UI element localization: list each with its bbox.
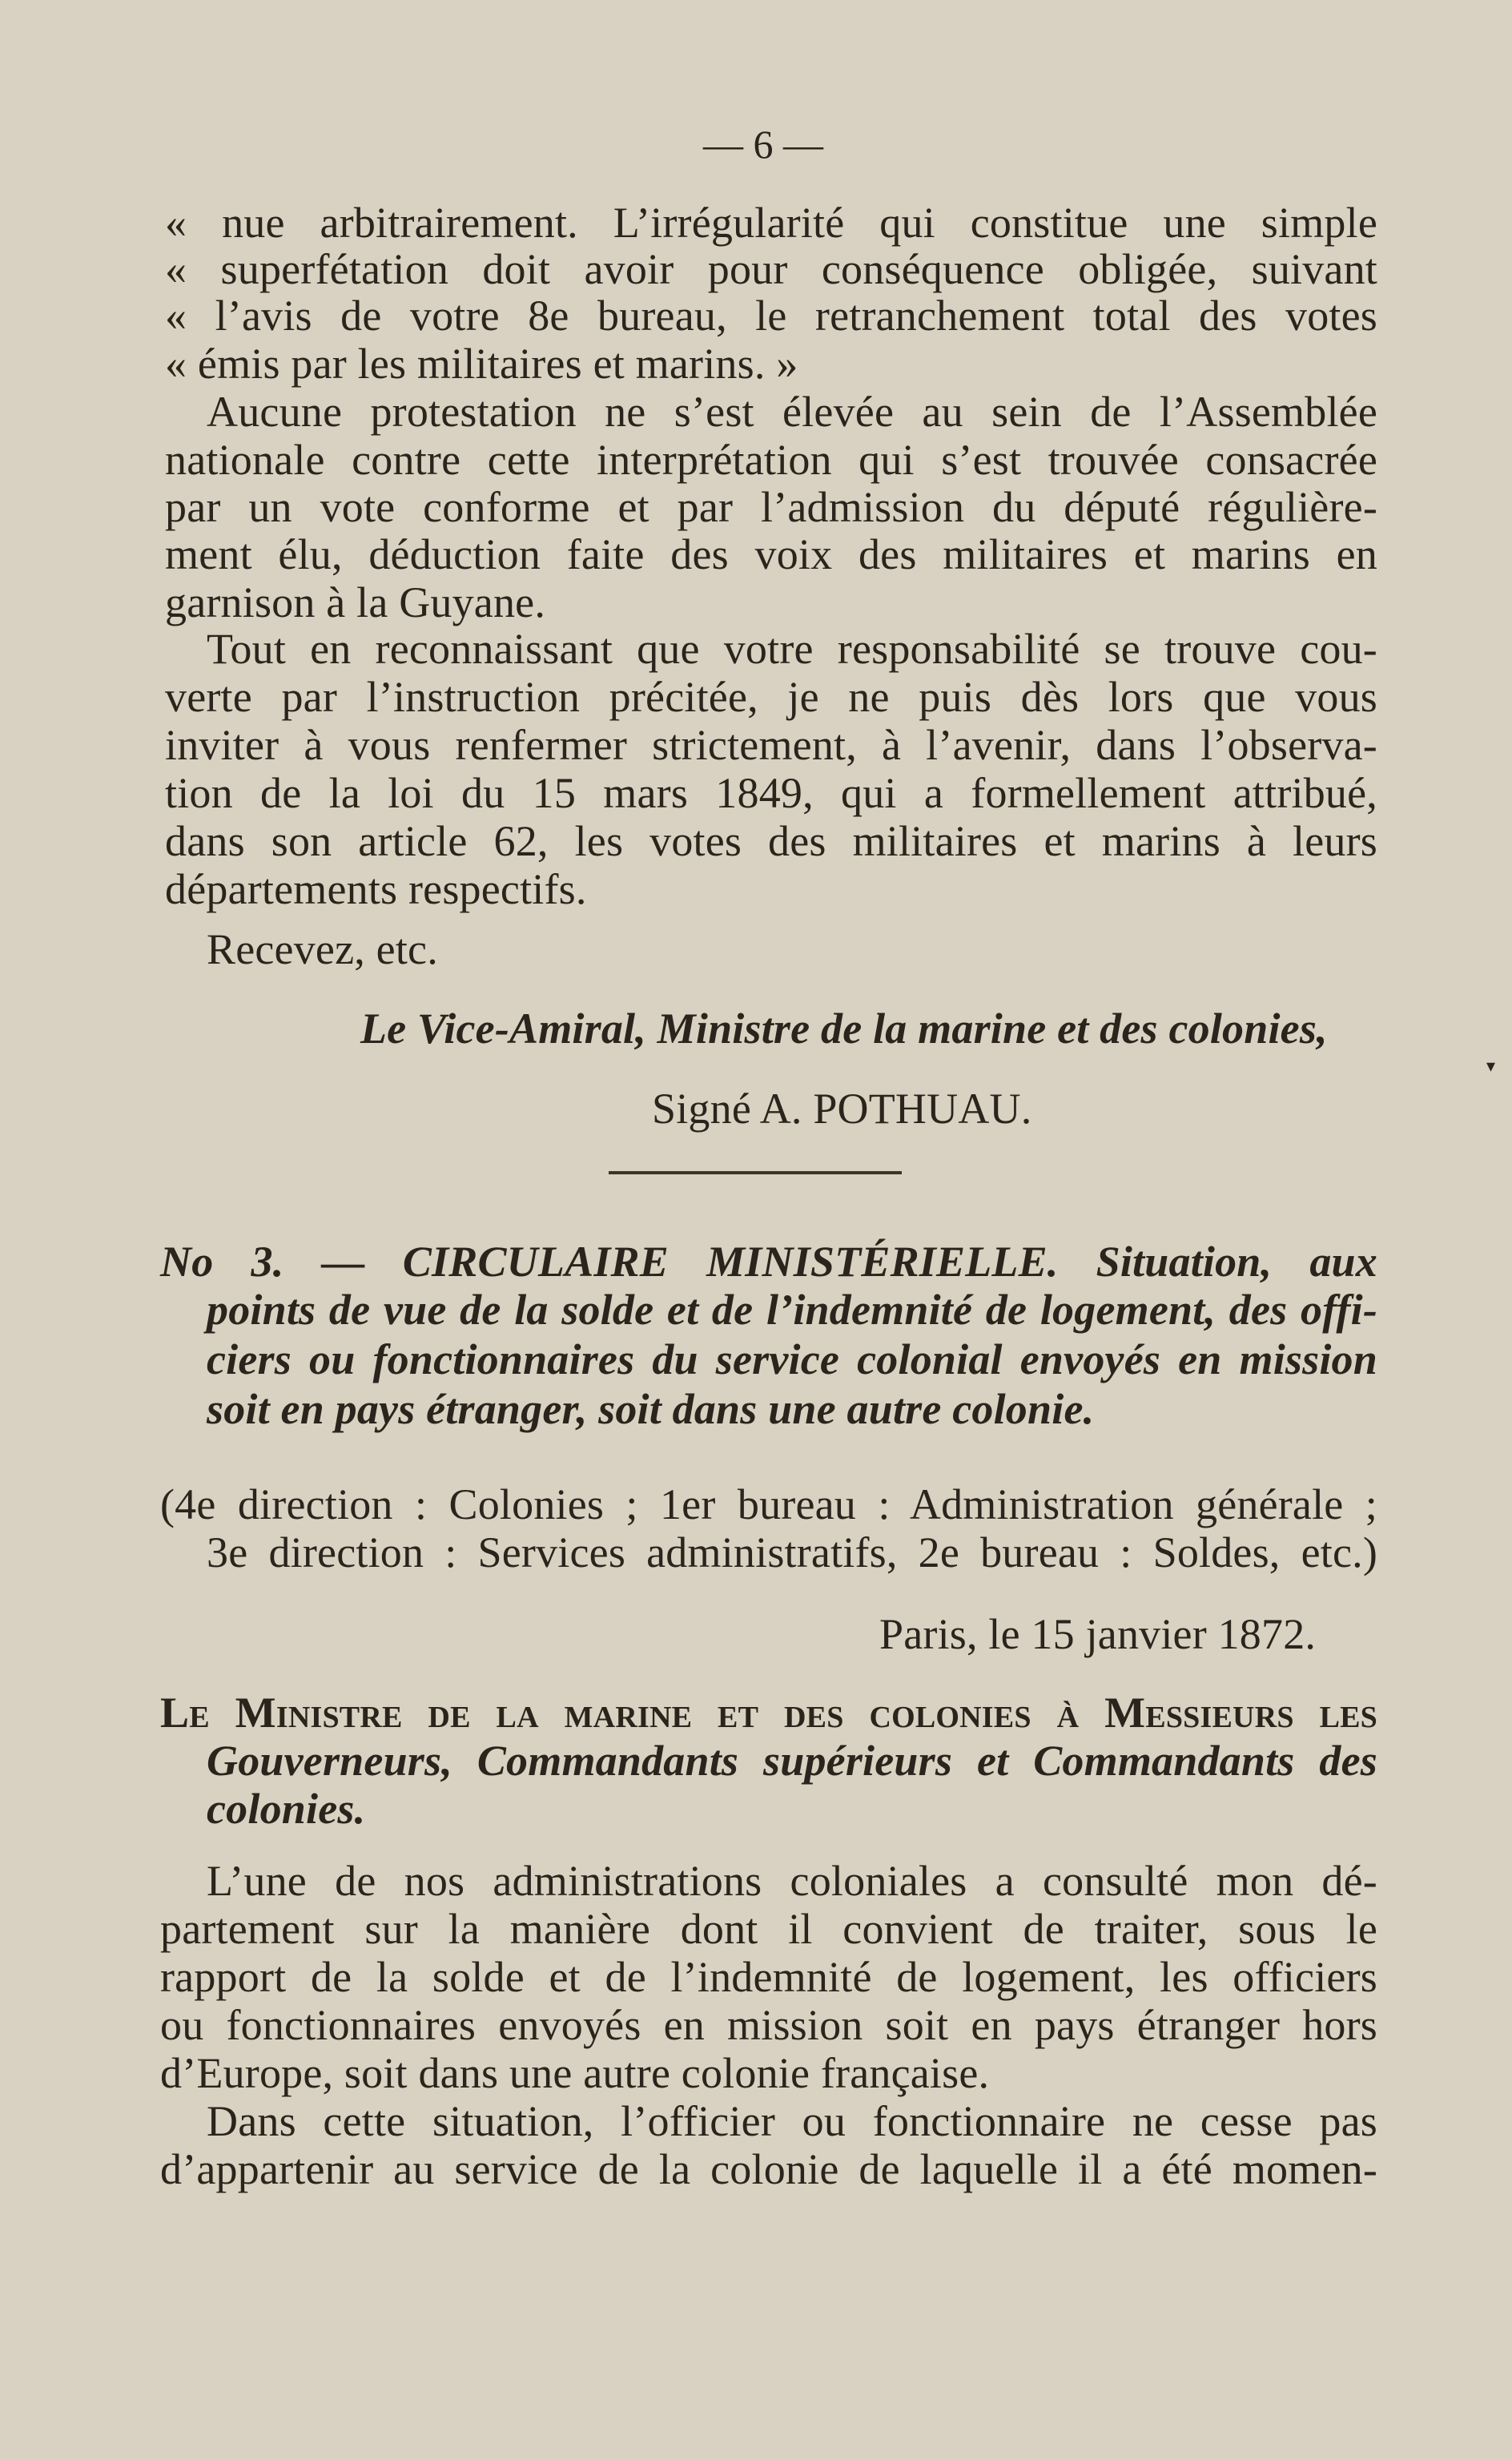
text-line: dans son article 62, les votes des militaires et marins à leurs	[165, 817, 1377, 865]
text-line: d’appartenir au service de la colonie de laquelle il a été momen-	[160, 2145, 1377, 2193]
text-line: nationale contre cette interprétation qui s’est trouvée consacrée	[165, 436, 1377, 484]
ink-mark-icon: ▾	[1486, 1056, 1496, 1076]
signature-title: Le Vice-Amiral, Ministre de la marine et des colonies,	[360, 1005, 1328, 1053]
circular-heading: points de vue de la solde et de l’indemnité de logement, des offi-	[207, 1286, 1377, 1334]
text-line: Tout en reconnaissant que votre responsabilité se trouve cou-	[207, 625, 1377, 673]
direction-line: (4e direction : Colonies ; 1er bureau : Administration générale ;	[160, 1480, 1377, 1528]
text-line: partement sur la manière dont il convient de traiter, sous le	[160, 1905, 1377, 1953]
text-line: rapport de la solde et de l’indemnité de logement, les officiers	[160, 1953, 1377, 2001]
text-line: départements respectifs.	[165, 865, 587, 913]
text-line: L’une de nos administrations coloniales a consulté mon dé-	[207, 1857, 1377, 1905]
text-line: tion de la loi du 15 mars 1849, qui a formellement attribué,	[165, 769, 1377, 817]
text-line: inviter à vous renfermer strictement, à l’avenir, dans l’observa-	[165, 721, 1377, 769]
text-line: garnison à la Guyane.	[165, 578, 546, 626]
text-line: ment élu, déduction faite des voix des militaires et marins en	[165, 530, 1377, 578]
direction-line: 3e direction : Services administratifs, 2e bureau : Soldes, etc.)	[207, 1528, 1377, 1576]
text-line: Recevez, etc.	[207, 925, 438, 973]
circular-heading: soit en pays étranger, soit dans une autre colonie.	[207, 1385, 1095, 1433]
text-line: « nue arbitrairement. L’irrégularité qui constitue une simple	[165, 199, 1377, 247]
text-line: « émis par les militaires et marins. »	[165, 340, 798, 388]
text-line: Dans cette situation, l’officier ou fonctionnaire ne cesse pas	[207, 2097, 1377, 2145]
text-line: Aucune protestation ne s’est élevée au sein de l’Assemblée	[207, 388, 1377, 436]
address-line: Gouverneurs, Commandants supérieurs et Commandants des	[207, 1737, 1377, 1785]
text-line: ou fonctionnaires envoyés en mission soit en pays étranger hors	[160, 2001, 1377, 2049]
text-line: verte par l’instruction précitée, je ne puis dès lors que vous	[165, 673, 1377, 721]
date-line: Paris, le 15 janvier 1872.	[879, 1610, 1317, 1658]
section-divider	[609, 1171, 902, 1174]
circular-heading: No 3. — CIRCULAIRE MINISTÉRIELLE. Situation, aux	[160, 1238, 1377, 1286]
circular-heading: ciers ou fonctionnaires du service colonial envoyés en mission	[207, 1335, 1377, 1383]
text-line: « l’avis de votre 8e bureau, le retranchement total des votes	[165, 292, 1377, 340]
address-line: Le Ministre de la marine et des colonies à Messieurs les	[160, 1689, 1377, 1737]
text-line: « superfétation doit avoir pour conséquence obligée, suivant	[165, 245, 1377, 293]
page-number: — 6 —	[703, 122, 823, 167]
text-line: d’Europe, soit dans une autre colonie française.	[160, 2049, 990, 2097]
signature-name: Signé A. POTHUAU.	[652, 1085, 1032, 1133]
text-line: par un vote conforme et par l’admission du député régulière-	[165, 483, 1377, 531]
address-line: colonies.	[207, 1785, 366, 1833]
